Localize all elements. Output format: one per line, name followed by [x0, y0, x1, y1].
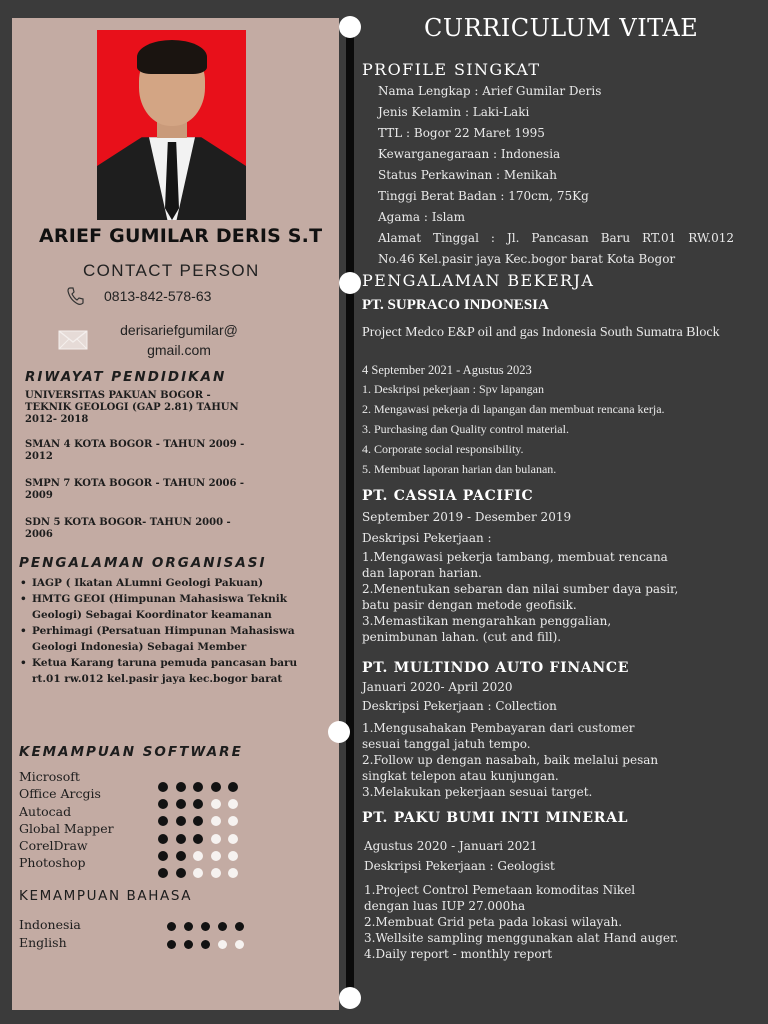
rating-dot-empty — [211, 799, 221, 809]
list-item: sesuai tanggal jatuh tempo. — [362, 737, 531, 751]
software-list — [19, 768, 114, 872]
job-company: PT. MULTINDO AUTO FINANCE — [362, 660, 630, 676]
software-name: Microsoft — [19, 769, 80, 784]
profile-line: No.46 Kel.pasir jaya Kec.bogor barat Kota Bogor — [378, 252, 676, 266]
rating-dot-empty — [228, 816, 238, 826]
software-rating — [158, 778, 246, 882]
profile-heading: PROFILE SINGKAT — [362, 60, 541, 79]
list-item: 2.Menentukan sebaran dan nilai sumber daya pasir, — [362, 582, 679, 596]
rating-dot-filled — [176, 851, 186, 861]
profile-details — [378, 81, 734, 270]
profile-line: Agama : Islam — [378, 210, 465, 224]
rating-row — [167, 917, 252, 935]
list-item: 3. Purchasing dan Quality control material. — [362, 422, 569, 436]
list-item: 1.Project Control Pemetaan komoditas Nikel — [364, 883, 636, 897]
list-item: 2. Mengawasi pekerja di lapangan dan membuat rencana kerja. — [362, 402, 665, 416]
job-period: 4 September 2021 - Agustus 2023 — [362, 363, 532, 377]
list-item: • Perhimagi (Persatuan Himpunan Mahasiswa Geologi Indonesia) Sebagai Member — [18, 623, 314, 655]
rating-dot-filled — [184, 940, 193, 949]
education-entry: UNIVERSITAS PAKUAN BOGOR - TEKNIK GEOLOGI (GAP 2.81) TAHUN 2012- 2018 — [25, 390, 239, 425]
education-entry: SDN 5 KOTA BOGOR- TAHUN 2000 - 2006 — [25, 517, 231, 540]
list-item: dan laporan harian. — [362, 566, 482, 580]
list-item: singkat telepon atau kunjungan. — [362, 769, 559, 783]
list-item: 5. Membuat laporan harian dan bulanan. — [362, 462, 557, 476]
rating-dot-empty — [228, 834, 238, 844]
list-item: 3.Wellsite sampling menggunakan alat Hand auger. — [364, 931, 679, 945]
rating-row — [158, 847, 246, 864]
language-name: Indonesia — [19, 917, 81, 932]
language-name: English — [19, 935, 67, 950]
list-item: 2.Follow up dengan nasabah, baik melalui pesan — [362, 753, 659, 767]
list-item: 2.Membuat Grid peta pada lokasi wilayah. — [364, 915, 623, 929]
rating-dot-filled — [158, 851, 168, 861]
rating-dot-empty — [235, 940, 244, 949]
rating-row — [158, 795, 246, 812]
list-item: 3.Melakukan pekerjaan sesuai target. — [362, 785, 593, 799]
rating-dot-filled — [193, 816, 203, 826]
software-name: Global Mapper — [19, 820, 114, 836]
page-title: CURRICULUM VITAE — [424, 14, 699, 42]
rating-dot-empty — [211, 868, 221, 878]
profile-line: Status Perkawinan : Menikah — [378, 168, 558, 182]
software-name: Autocad — [19, 803, 72, 819]
timeline-dot — [328, 721, 350, 743]
list-item: • HMTG GEOI (Himpunan Mahasiswa Teknik Geologi) Sebagai Koordinator keamanan — [18, 591, 314, 623]
software-name: CorelDraw — [19, 838, 88, 854]
rating-dot-filled — [158, 868, 168, 878]
phone-number: 0813-842-578-63 — [104, 288, 212, 304]
rating-dot-filled — [201, 922, 210, 931]
job-company: PT. CASSIA PACIFIC — [362, 488, 534, 504]
rating-dot-empty — [211, 834, 221, 844]
education-entry: SMPN 7 KOTA BOGOR - TAHUN 2006 - 2009 — [25, 478, 245, 501]
list-item: 1.Mengusahakan Pembayaran dari customer — [362, 721, 635, 735]
profile-photo — [97, 30, 246, 220]
rating-dot-filled — [176, 868, 186, 878]
job-description-label: Deskripsi Pekerjaan : — [362, 531, 492, 545]
list-item: dengan luas IUP 27.000ha — [364, 899, 526, 913]
rating-row — [158, 864, 246, 881]
rating-dot-filled — [176, 799, 186, 809]
email-address — [104, 320, 254, 360]
rating-dot-empty — [228, 799, 238, 809]
list-item: 3.Memastikan mengarahkan penggalian, — [362, 614, 612, 628]
job-period: September 2019 - Desember 2019 — [362, 510, 572, 524]
rating-dot-empty — [211, 851, 221, 861]
profile-line: Tinggi Berat Badan : 170cm, 75Kg — [378, 189, 589, 203]
list-item: • IAGP ( Ikatan ALumni Geologi Pakuan) — [18, 575, 314, 591]
list-item: penimbunan lahan. (cut and fill). — [362, 630, 562, 644]
phone-icon — [66, 286, 84, 306]
rating-dot-filled — [218, 922, 227, 931]
mail-icon — [58, 330, 88, 350]
rating-dot-filled — [193, 834, 203, 844]
rating-dot-filled — [176, 834, 186, 844]
rating-dot-filled — [158, 799, 168, 809]
rating-dot-empty — [218, 940, 227, 949]
job-duties — [364, 882, 744, 962]
email-line-1: derisariefgumilar@ — [120, 322, 238, 338]
software-heading: KEMAMPUAN SOFTWARE — [19, 744, 243, 760]
profile-line: Nama Lengkap : Arief Gumilar Deris — [378, 84, 602, 98]
profile-line: TTL : Bogor 22 Maret 1995 — [378, 126, 545, 140]
rating-row — [158, 778, 246, 795]
person-name: ARIEF GUMILAR DERIS S.T — [39, 225, 323, 247]
organization-heading: PENGALAMAN ORGANISASI — [19, 555, 267, 571]
profile-line: Jenis Kelamin : Laki-Laki — [378, 105, 530, 119]
rating-row — [158, 830, 246, 847]
timeline-dot — [339, 16, 361, 38]
list-item: 4.Daily report - monthly report — [364, 947, 553, 961]
work-heading: PENGALAMAN BEKERJA — [362, 271, 595, 290]
job-project: Project Medco E&P oil and gas Indonesia South Sumatra Block — [362, 325, 720, 340]
timeline-dot — [339, 987, 361, 1009]
software-name: Office Arcgis — [19, 786, 101, 802]
language-rating — [167, 917, 252, 953]
rating-row — [167, 935, 252, 953]
job-company: PT. PAKU BUMI INTI MINERAL — [362, 810, 629, 826]
job-duties — [362, 720, 742, 800]
timeline-line — [346, 22, 354, 1000]
rating-dot-filled — [193, 799, 203, 809]
job-duties — [362, 549, 742, 645]
list-item: 1. Deskripsi pekerjaan : Spv lapangan — [362, 382, 544, 396]
rating-dot-filled — [176, 816, 186, 826]
rating-dot-filled — [158, 816, 168, 826]
job-period: Agustus 2020 - Januari 2021 — [364, 839, 538, 853]
rating-row — [158, 813, 246, 830]
education-heading: RIWAYAT PENDIDIKAN — [25, 369, 227, 385]
job-duties — [362, 379, 742, 479]
rating-dot-filled — [167, 940, 176, 949]
rating-dot-empty — [228, 851, 238, 861]
rating-dot-filled — [158, 782, 168, 792]
rating-dot-filled — [201, 940, 210, 949]
organization-list — [18, 575, 314, 687]
rating-dot-filled — [167, 922, 176, 931]
rating-dot-filled — [184, 922, 193, 931]
rating-dot-filled — [211, 782, 221, 792]
job-description-label: Deskripsi Pekerjaan : Geologist — [364, 859, 555, 873]
rating-dot-filled — [228, 782, 238, 792]
profile-line: Kewarganegaraan : Indonesia — [378, 147, 561, 161]
list-item: batu pasir dengan metode geofisik. — [362, 598, 577, 612]
rating-dot-filled — [193, 782, 203, 792]
list-item: 4. Corporate social responsibility. — [362, 442, 524, 456]
rating-dot-empty — [193, 868, 203, 878]
job-company: PT. SUPRACO INDONESIA — [362, 297, 549, 313]
contact-heading: CONTACT PERSON — [83, 261, 260, 280]
rating-dot-filled — [158, 834, 168, 844]
language-list — [19, 916, 81, 952]
rating-dot-empty — [211, 816, 221, 826]
list-item: 1.Mengawasi pekerja tambang, membuat rencana — [362, 550, 668, 564]
timeline-dot — [339, 272, 361, 294]
language-heading: KEMAMPUAN BAHASA — [19, 888, 193, 904]
education-entry: SMAN 4 KOTA BOGOR - TAHUN 2009 - 2012 — [25, 439, 245, 462]
rating-dot-filled — [176, 782, 186, 792]
email-line-2: gmail.com — [147, 342, 211, 358]
software-name: Photoshop — [19, 855, 86, 871]
list-item: • Ketua Karang taruna pemuda pancasan baru rt.01 rw.012 kel.pasir jaya kec.bogor barat — [18, 655, 314, 687]
rating-dot-empty — [228, 868, 238, 878]
rating-dot-empty — [193, 851, 203, 861]
left-panel — [12, 18, 339, 1010]
profile-line: Alamat Tinggal : Jl. Pancasan Baru RT.01 RW.012 — [378, 231, 734, 245]
job-description-label: Deskripsi Pekerjaan : Collection — [362, 699, 557, 713]
job-period: Januari 2020- April 2020 — [362, 680, 513, 694]
rating-dot-filled — [235, 922, 244, 931]
